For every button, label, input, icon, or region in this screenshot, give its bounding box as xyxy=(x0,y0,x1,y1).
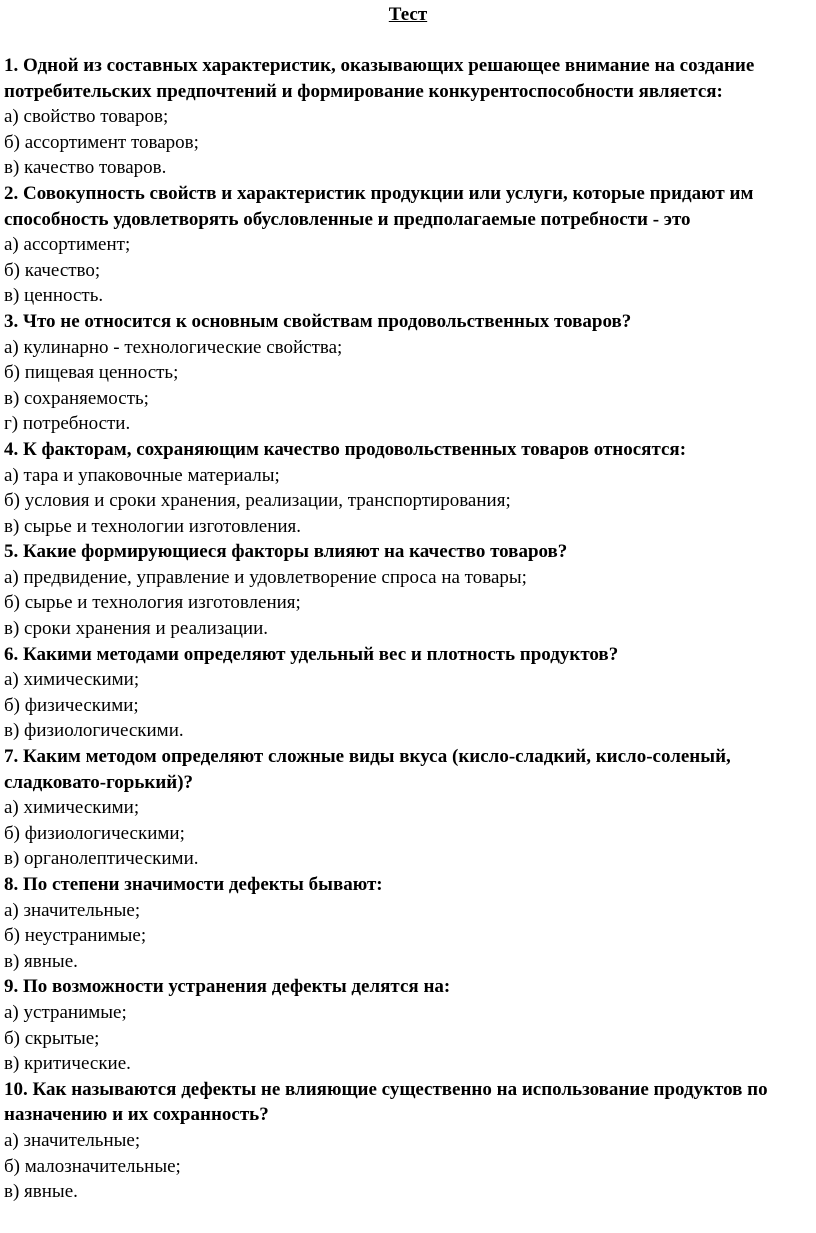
question-text: 10. Как называются дефекты не влияющие существенно на использование продуктов по назначению и их сохранность? xyxy=(4,1078,768,1126)
question-1 xyxy=(4,53,812,181)
answer-option: а) свойство товаров; xyxy=(4,106,169,128)
answer-option: а) кулинарно - технологические свойства; xyxy=(4,336,343,358)
answer-option: в) сроки хранения и реализации. xyxy=(4,618,269,640)
answer-option: в) качество товаров. xyxy=(4,157,167,179)
question-text: 9. По возможности устранения дефекты делятся на: xyxy=(4,976,451,998)
answer-option: а) значительные; xyxy=(4,1129,141,1151)
question-text: 2. Совокупность свойств и характеристик продукции или услуги, которые придают им способность удовлетворять обусловленные и предполагаемые потребности - это xyxy=(4,182,754,230)
question-text: 5. Какие формирующиеся факторы влияют на качество товаров? xyxy=(4,541,568,563)
page-title: Тест xyxy=(388,4,428,25)
question-2 xyxy=(4,181,812,309)
answer-option: а) химическими; xyxy=(4,797,140,819)
answer-option: б) малозначительные; xyxy=(4,1155,181,1177)
answer-option: б) физиологическими; xyxy=(4,822,185,844)
answer-option: в) критические. xyxy=(4,1053,131,1075)
answer-option: в) сырье и технологии изготовления. xyxy=(4,515,302,537)
question-text: 1. Одной из составных характеристик, оказывающих решающее внимание на создание потребительских предпочтений и формирование конкурентоспособности является: xyxy=(4,55,755,102)
answer-option: в) явные. xyxy=(4,1181,78,1203)
question-text: 3. Что не относится к основным свойствам продовольственных товаров? xyxy=(4,310,632,332)
answer-option: в) сохраняемость; xyxy=(4,387,149,409)
answer-option: в) органолептическими. xyxy=(4,848,199,870)
answer-option: г) потребности. xyxy=(4,413,131,435)
answer-option: а) ассортимент; xyxy=(4,234,131,256)
question-text: 7. Каким методом определяют сложные виды вкуса (кисло-сладкий, кисло-соленый, сладковато-горький)? xyxy=(4,746,731,793)
answer-option: б) пищевая ценность; xyxy=(4,362,179,384)
question-9 xyxy=(4,974,812,1076)
answer-option: б) физическими; xyxy=(4,694,139,716)
answer-option: в) ценность. xyxy=(4,285,104,307)
question-6 xyxy=(4,642,812,744)
answer-option: б) качество; xyxy=(4,259,101,281)
question-3 xyxy=(4,309,812,437)
question-text: 4. К факторам, сохраняющим качество продовольственных товаров относятся: xyxy=(4,438,687,460)
answer-option: а) устранимые; xyxy=(4,1001,127,1023)
question-4 xyxy=(4,437,812,539)
question-5 xyxy=(4,539,812,641)
question-8 xyxy=(4,872,812,974)
question-text: 8. По степени значимости дефекты бывают: xyxy=(4,874,383,895)
question-7 xyxy=(4,744,812,872)
answer-option: б) скрытые; xyxy=(4,1027,100,1049)
question-10 xyxy=(4,1077,812,1205)
answer-option: в) явные. xyxy=(4,950,78,972)
answer-option: а) тара и упаковочные материалы; xyxy=(4,464,280,486)
answer-option: б) сырье и технология изготовления; xyxy=(4,592,301,614)
answer-option: а) значительные; xyxy=(4,899,141,921)
answer-option: б) неустранимые; xyxy=(4,925,147,947)
answer-option: в) физиологическими. xyxy=(4,720,184,742)
answer-option: а) предвидение, управление и удовлетворение спроса на товары; xyxy=(4,566,527,588)
answer-option: б) ассортимент товаров; xyxy=(4,131,199,153)
answer-option: а) химическими; xyxy=(4,669,140,691)
question-text: 6. Какими методами определяют удельный вес и плотность продуктов? xyxy=(4,643,619,665)
answer-option: б) условия и сроки хранения, реализации, транспортирования; xyxy=(4,490,511,512)
